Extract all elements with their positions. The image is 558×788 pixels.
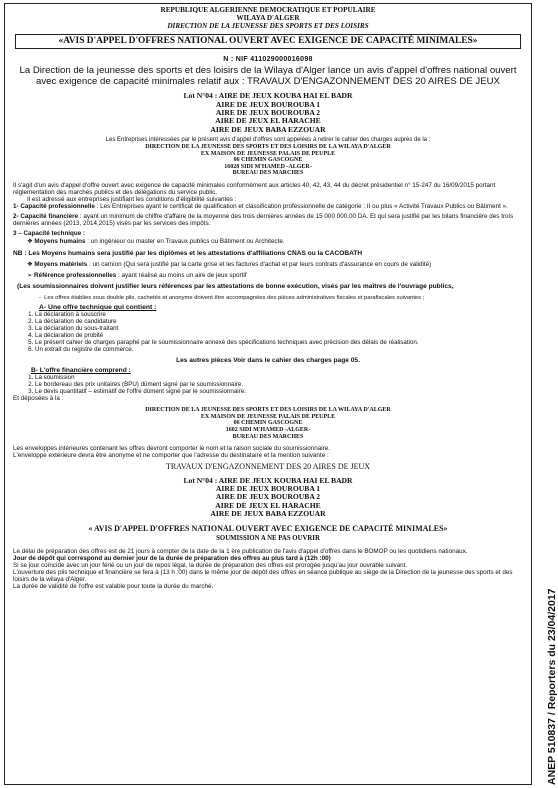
nif-number: N : NIF 411029000016098 <box>223 56 313 63</box>
address-line: 1602 SIDI M'HAMED -ALGER- <box>225 426 311 433</box>
retire-text: Les Entreprises intéressées par le présent avis d'appel d'offres sont appelées à retirer le cahier des charges auprès de la : <box>105 137 431 144</box>
notice-body <box>5 4 531 590</box>
list-item: 4. La déclaration de probité <box>35 332 523 339</box>
address-line: 06 CHEMIN GASCOGNE <box>233 157 303 164</box>
lot-item: AIRE DE JEUX BOUROUBA 2 <box>215 108 321 117</box>
soumissionnaires-note: (Les soumissionnaires doivent justifier leurs références par les attestations de bonne exécution, visés par les maîtres de l'ouvrage publics, <box>17 283 454 291</box>
ref-text: : ayant réalisé au moins un aire de jeux sportif <box>118 272 247 280</box>
address-line: BUREAU DES MARCHES <box>232 433 304 440</box>
ouverture-text: L'ouverture des plis technique et financière se fera à (13 h :00) dans le même jour de dépôt des offres en séance publique au siège de la Direction de la jeunesse des sports et des loisirs de la wilaya d'Alger. <box>13 569 513 584</box>
lot-item: AIRE DE JEUX BOUROUBA 1 <box>215 99 321 109</box>
ferie-text: Si se jour coïncide avec un jour férié ou un jour de repos légal, la durée de préparation des offres est prorogée jusqu'au jour ouvrable suivant. <box>13 562 408 570</box>
capacite-financiere <box>13 213 523 227</box>
lot-item: AIRE DE JEUX EL HARACHE <box>215 500 321 510</box>
ref-label: Référence professionnelles <box>34 272 117 280</box>
header-direction: DIRECTION DE LA JEUNESSE DES SPORTS ET DES LOISIRS <box>167 22 369 30</box>
cap-pro-label: 1- Capacité professionnelle <box>13 202 95 210</box>
list-item: 1. La soumission <box>35 374 523 381</box>
capacite-technique: 3 – Capacité technique : <box>13 229 86 237</box>
offres-text-content: Les offres établies sous double plis, cachetés et anonyme doivent être accompagnées des pièces administratives fiscales et parafiscales suivantes ; <box>44 294 425 301</box>
diamond-bullet-icon: ❖ <box>27 261 33 269</box>
jour-depot-text: Jour de dépôt qui correspond au dernier jour de la durée de préparation des offres au plus tard à (12h :00) <box>13 555 331 563</box>
notice-title-repeat: « AVIS D'APPEL D'OFFRES NATIONAL OUVERT AVEC EXIGENCE DE CAPACITÉ MINIMALES» <box>88 523 448 533</box>
lot-block-repeat <box>13 477 523 519</box>
address-line: DIRECTION DE LA JEUNESSE DES SPORTS ET DES LOISIRS DE LA WILAYA D'ALGER <box>145 144 391 151</box>
articles-paragraph: Il s'agit d'un avis d'appel d'offre ouvert avec exigence de capacité minimales conformément aux articles 40, 42, 43, 44 du décret présidentiel n° 15-247 du 16/09/2015 portant réglementation des marchés publics et des délégations du service public. <box>13 181 496 196</box>
cap-fin-label: 2- Capacité financière <box>13 212 79 220</box>
list-item: 5. Le présent cahier de charges paraphé par le soumissionnaire annexé des spécifications techniques avec précision des délais de réalisation. <box>35 339 523 346</box>
travaux-label: TRAVAUX D'ENGAZONNEMENT DES 20 AIRES DE JEUX <box>165 462 371 472</box>
moyens-humains-text: : un ingénieur ou master en Travaux publics ou Bâtiment ou Architecte. <box>87 237 285 245</box>
capacite-professionnelle <box>13 203 523 210</box>
moyens-humains-label: Moyens humains <box>34 237 86 245</box>
moyens-mat-text: : un camion (Qui sera justifié par la carte grise et les factures d'achat et par leurs contrats d'assurance en cours de validité) <box>89 261 432 269</box>
lot-heading: Lot N°04 : AIRE DE JEUX KOUBA HAI EL BADR <box>183 475 353 485</box>
deposees-text: Et déposées à la : <box>13 395 64 403</box>
lot-item: AIRE DE JEUX BOUROUBA 2 <box>215 492 321 502</box>
offres-text <box>13 295 523 301</box>
moyens-mat-label: Moyens matériels <box>34 261 88 269</box>
list-item: 3. La déclaration du sous-traitant <box>35 325 523 332</box>
side-stamp <box>535 530 558 785</box>
address-line: BUREAU DES MARCHES <box>232 170 304 177</box>
offre-financiere-list <box>13 374 523 395</box>
moyens-humains <box>13 238 523 245</box>
address-line: EX MAISON DE JEUNESSE PALAIS DE PEUPLE <box>200 150 336 157</box>
lot-item: AIRE DE JEUX EL HARACHE <box>215 116 321 126</box>
list-item: 6. Un extrait du registre de commerce. <box>35 346 523 353</box>
lot-item: AIRE DE JEUX BABA EZZOUAR <box>210 509 326 519</box>
lot-item: AIRE DE JEUX BABA EZZOUAR <box>210 124 326 134</box>
intro-paragraph: La Direction de la jeunesse des sports et des loisirs de la Wilaya d'Alger lance un avis d'appel d'offres national ouvert avec exigence de capacité minimales relatif aux : TRAVAUX D'ENGAZONNEMENT DES 20 AIRES DE JEUX <box>19 65 517 87</box>
offre-financiere-heading: B- L'offre financière comprend : <box>31 367 131 375</box>
enveloppes-text: Les enveloppes intérieures contenant les offres devront comporter le nom et la raison sociale du soumissionnaire. <box>13 445 331 453</box>
autres-pieces: Les autres pièces Voir dans le cahier des charges page 05. <box>176 357 360 365</box>
lot-heading: Lot N°04 : AIRE DE JEUX KOUBA HAI EL BADR <box>183 91 353 101</box>
enveloppe-ext-text: L'enveloppe extérieure devra être anonyme et ne comporter que l'adresse du destinataire et la mention suivante : <box>13 452 329 460</box>
references-pro <box>13 272 523 279</box>
nb-note: NB : Les Moyens humains sera justifié par les diplômes et les attestations d'affiliations CNAS ou la CACOBATH <box>13 249 363 257</box>
lot-item: AIRE DE JEUX BOUROUBA 1 <box>215 483 321 493</box>
header-republic: REPUBLIQUE ALGERIENNE DEMOCRATIQUE ET POPULAIRE <box>160 6 376 14</box>
address-line: DIRECTION DE LA JEUNESSE DES SPORTS ET DES LOISIRS DE LA WILAYA D'ALGER <box>145 407 391 414</box>
notice-frame <box>4 3 532 785</box>
offre-technique-list <box>13 311 523 353</box>
notice-title: «AVIS D'APPEL D'OFFRES NATIONAL OUVERT AVEC EXIGENCE DE CAPACITÉ MINIMALES» <box>15 34 521 49</box>
address-block <box>13 407 523 440</box>
dash-bullet-icon: - <box>39 294 45 301</box>
arrow-bullet-icon: ➢ <box>27 272 33 280</box>
cap-fin-text: : ayant un minimum de chiffre d'affaire de la moyenne des trois dernières années de 15 000 000,00 DA. Et qui sera justifié par les bilans financière des trois dernières années (2013, 2014,2015) visés par les services des impôts. <box>13 212 514 227</box>
delai-text: Le délai de préparation des offres est de 21 jours à compter de la date de la 1 ère publication de l'avis d'appel d'offres dans le BOMOP ou les quotidiens nationaux. <box>13 548 468 556</box>
list-item: 1. La déclaration à souscrire <box>35 311 523 318</box>
address-line: 16028 SIDI M'HAMED -ALGER- <box>224 163 312 170</box>
conditions-intro: Il est adressé aux entreprises justifiant les conditions d'éligibilité suivantes : <box>27 195 237 203</box>
address-block <box>13 144 523 177</box>
address-line: EX MAISON DE JEUNESSE PALAIS DE PEUPLE <box>200 413 336 420</box>
address-line: 06 CHEMIN GASCOGNE <box>233 420 303 427</box>
list-item: 2. Le bordereau des prix unitaires (BPU) dûment signé par le soumissionnaire. <box>35 381 523 388</box>
list-item: 2. La déclaration de candidature <box>35 318 523 325</box>
diamond-bullet-icon: ❖ <box>27 237 33 245</box>
list-item: 3. Le devis quantitatif – estimatif de l'offre dûment signé par le soumissionnaire. <box>35 388 523 395</box>
validite-text: La durée de validité de l'offre est valable pour toute la durée du marché. <box>13 583 214 591</box>
header-wilaya: WILAYA D'ALGER <box>236 14 300 22</box>
offre-technique-heading: A- Une offre technique qui contient : <box>39 304 157 312</box>
lot-block <box>13 92 523 134</box>
soumission-label: SOUMISSION A NE PAS OUVRIR <box>216 534 320 542</box>
moyens-materiels <box>13 261 523 268</box>
cap-pro-text: : Les Entreprises ayant le certificat de qualification et classification professionnelle de catégorie : II ou plus « Activité Travaux Publics ou Bâtiment ». <box>96 202 508 210</box>
side-stamp-text: ANEP 510837 / Reporters du 23/04/2017 <box>546 588 558 785</box>
